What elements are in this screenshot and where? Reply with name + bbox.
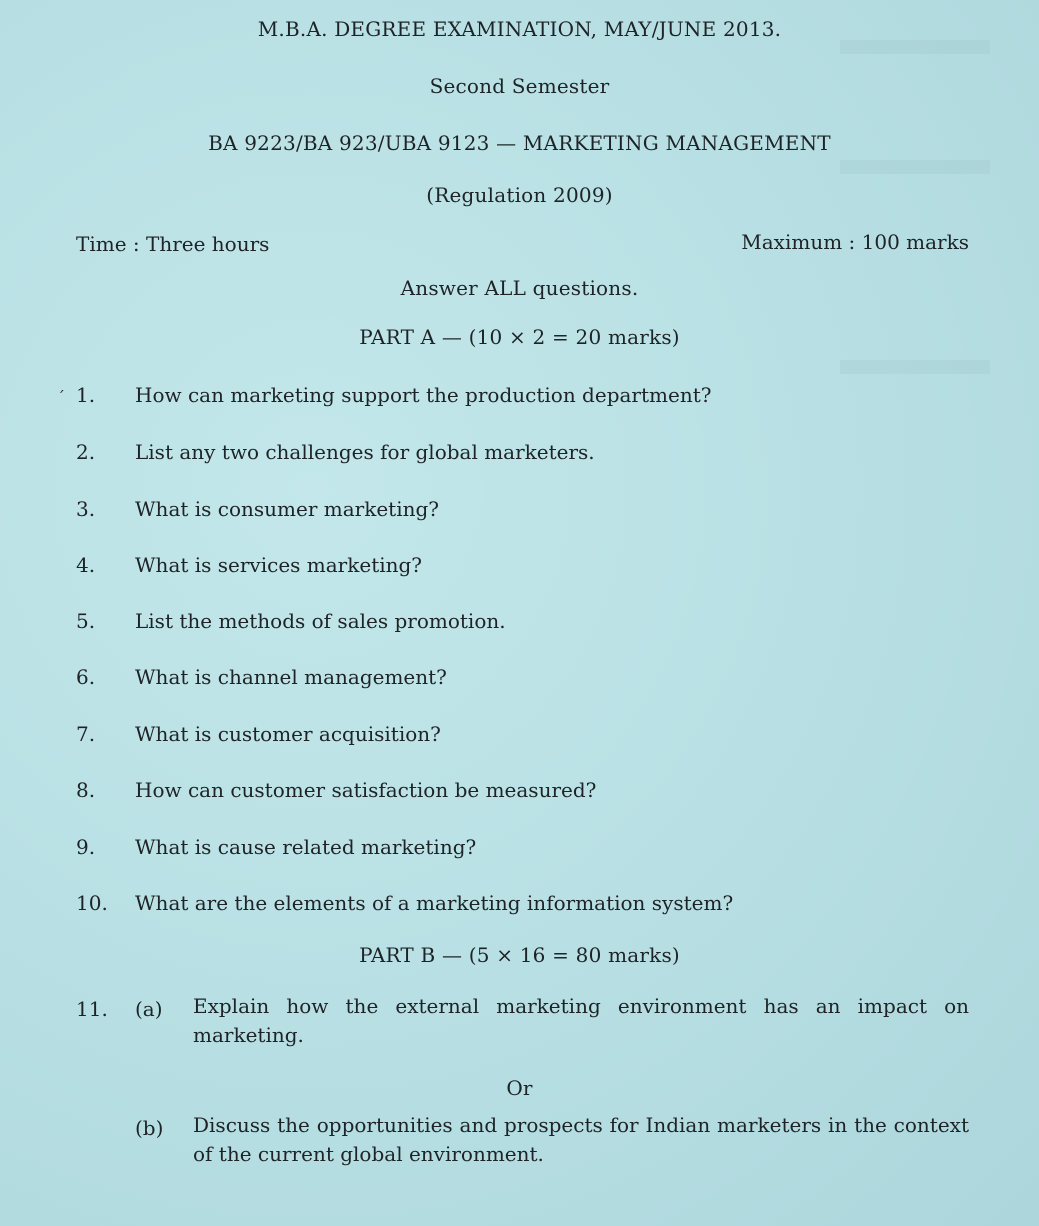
tick-mark: ´: [57, 388, 65, 407]
question-text: List any two challenges for global marketers.: [135, 440, 595, 464]
question-number: 4.: [76, 553, 96, 577]
question-text: How can customer satisfaction be measured?: [135, 778, 597, 802]
question-number: 11.: [76, 997, 108, 1021]
question-number: 10.: [76, 891, 108, 915]
question-number: 9.: [76, 835, 96, 859]
question-number: 5.: [76, 609, 96, 633]
maximum-marks: Maximum : 100 marks: [741, 230, 969, 254]
semester: Second Semester: [429, 74, 610, 98]
question-text: What is services marketing?: [135, 553, 423, 577]
question-text: What are the elements of a marketing information system?: [135, 891, 734, 915]
subquestion-text-b: Discuss the opportunities and prospects for Indian marketers in the context of the current global environment.: [193, 1113, 969, 1166]
subquestion-label-b: (b): [135, 1116, 164, 1140]
question-text: What is customer acquisition?: [135, 722, 441, 746]
question-text: What is consumer marketing?: [135, 497, 440, 521]
part-b-title: PART B — (5 × 16 = 80 marks): [359, 943, 680, 967]
subquestion-label-a: (a): [135, 997, 163, 1021]
question-number: 3.: [76, 497, 96, 521]
question-text: List the methods of sales promotion.: [135, 609, 506, 633]
part-a-title: PART A — (10 × 2 = 20 marks): [359, 325, 680, 349]
instruction: Answer ALL questions.: [400, 276, 639, 300]
question-text: What is cause related marketing?: [135, 835, 477, 859]
bleed-through-shadow: [840, 160, 990, 174]
question-number: 2.: [76, 440, 96, 464]
question-text: How can marketing support the production department?: [135, 383, 712, 407]
bleed-through-shadow: [840, 40, 990, 54]
question-number: 7.: [76, 722, 96, 746]
bleed-through-shadow: [840, 360, 990, 374]
regulation: (Regulation 2009): [426, 183, 613, 207]
or-separator: Or: [506, 1076, 533, 1100]
exam-title: M.B.A. DEGREE EXAMINATION, MAY/JUNE 2013.: [257, 17, 782, 41]
question-text: What is channel management?: [135, 665, 447, 689]
course-title: BA 9223/BA 923/UBA 9123 — MARKETING MANAGEMENT: [208, 131, 831, 155]
subquestion-text-a: Explain how the external marketing environment has an impact on marketing.: [193, 994, 969, 1047]
time-allowed: Time : Three hours: [76, 232, 270, 256]
question-number: 1.: [76, 383, 96, 407]
question-number: 8.: [76, 778, 96, 802]
question-number: 6.: [76, 665, 96, 689]
